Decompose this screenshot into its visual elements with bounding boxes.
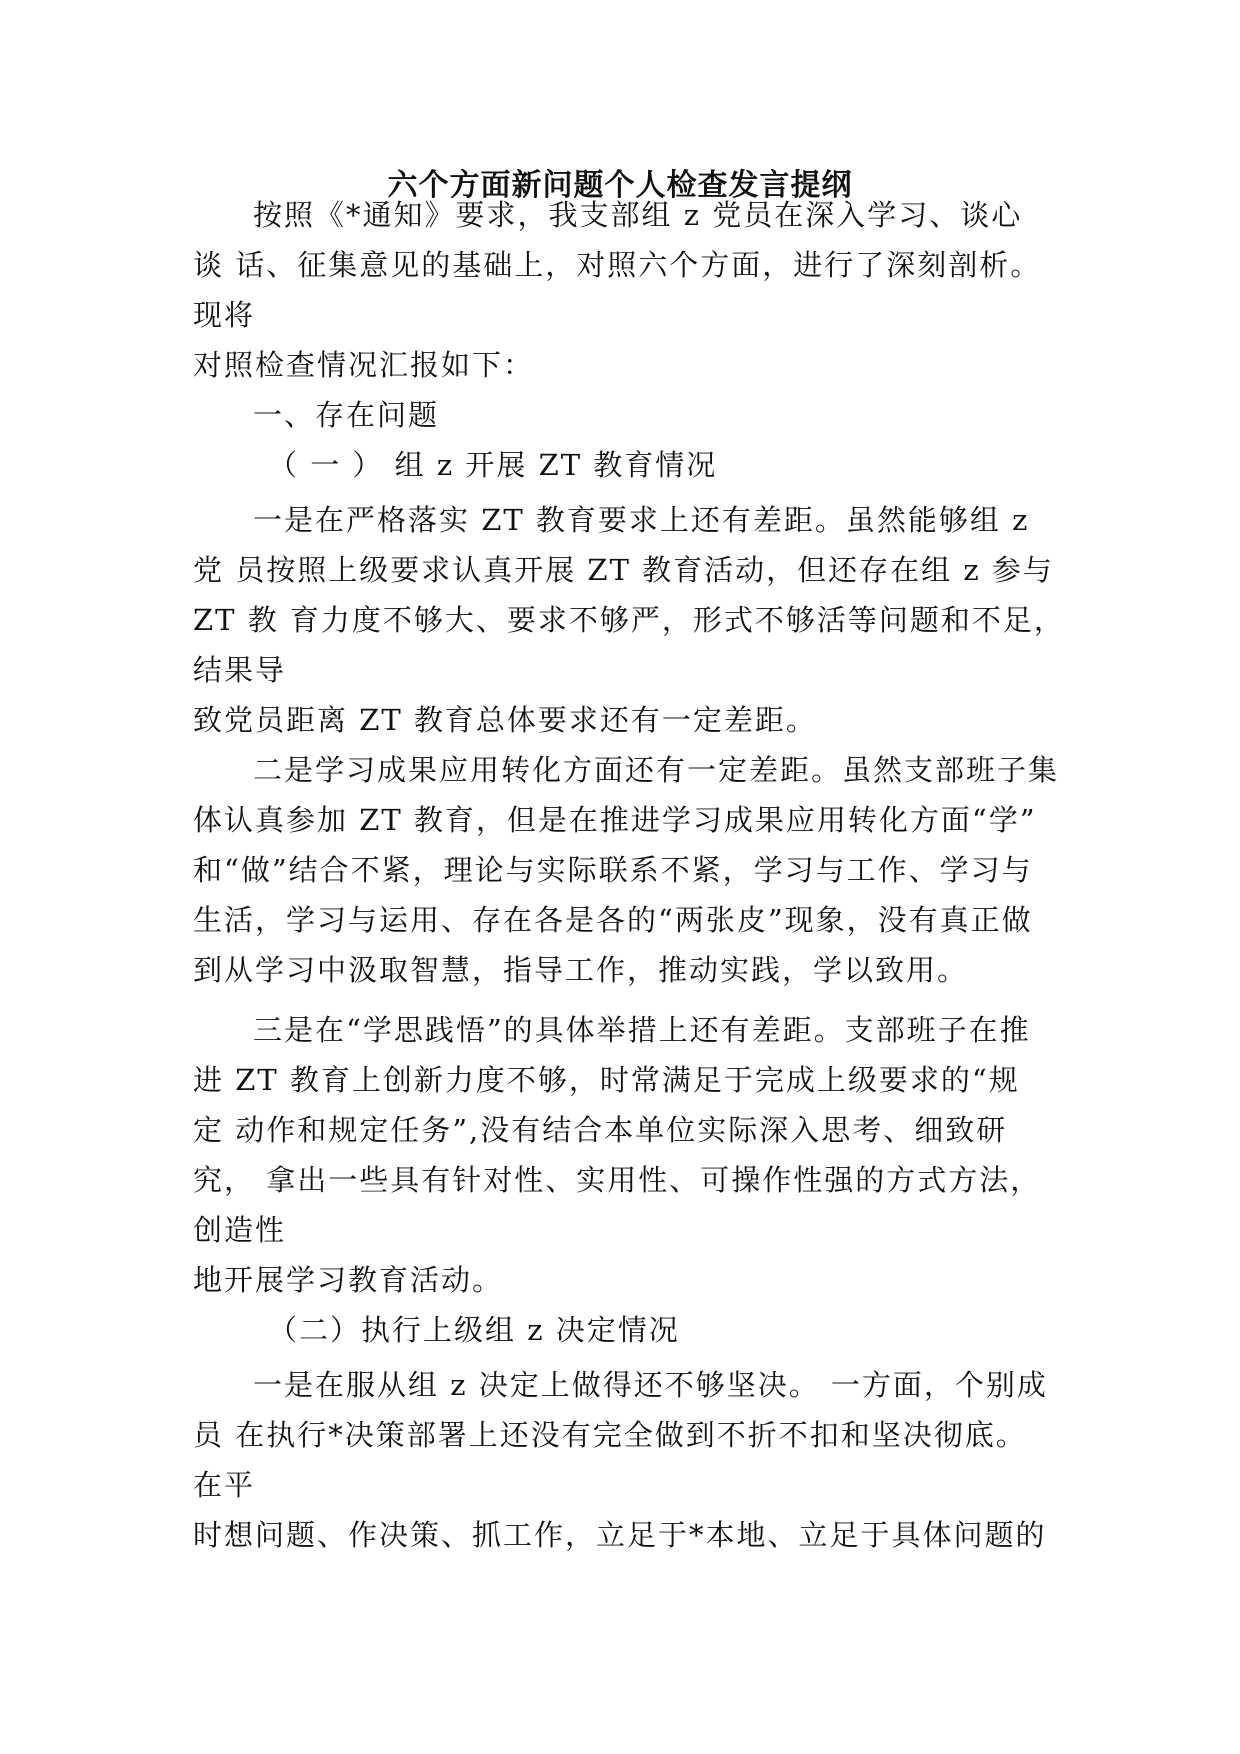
- paragraph-line: 时想问题、作决策、抓工作，立足于*本地、立足于具体问题的: [193, 1518, 1047, 1552]
- paragraph-line: 到从学习中汲取智慧，指导工作，推动实践，学以致用。: [193, 953, 969, 987]
- paragraph-line: 员 在执行*决策部署上还没有完全做到不折不扣和坚决彻底。: [193, 1418, 1027, 1452]
- paragraph-line: 创造性: [193, 1213, 287, 1247]
- paragraph-line: 究， 拿出一些具有针对性、实用性、可操作性强的方式方法，: [193, 1163, 1042, 1197]
- paragraph-line: 现将: [193, 298, 256, 332]
- paragraph-line: 一是在严格落实 ZT 教育要求上还有差距。虽然能够组 z: [253, 503, 1030, 537]
- paragraph-line: 谈 话、征集意见的基础上，对照六个方面，进行了深刻剖析。: [193, 248, 1042, 282]
- paragraph-line: 进 ZT 教育上创新力度不够，时常满足于完成上级要求的“规: [193, 1063, 1020, 1097]
- paragraph-line: 生活，学习与运用、存在各是各的“两张皮”现象，没有真正做: [193, 903, 1033, 937]
- paragraph-line: 对照检查情况汇报如下：: [193, 348, 535, 382]
- paragraph-line: 二是学习成果应用转化方面还有一定差距。虽然支部班子集: [253, 753, 1060, 787]
- paragraph-line: 致党员距离 ZT 教育总体要求还有一定差距。: [193, 703, 817, 737]
- paragraph-line: ZT 教 育力度不够大、要求不够严，形式不够活等问题和不足，: [193, 603, 1065, 637]
- paragraph-line: 一是在服从组 z 决定上做得还不够坚决。 一方面，个别成: [253, 1368, 1048, 1402]
- paragraph-line: 地开展学习教育活动。: [193, 1263, 504, 1297]
- paragraph-line: 党 员按照上级要求认真开展 ZT 教育活动，但还存在组 z 参与: [193, 553, 1054, 587]
- section-heading: 一、存在问题: [253, 398, 440, 432]
- document-title: 六个方面新问题个人检查发言提纲: [387, 168, 853, 203]
- paragraph-line: 按照《*通知》要求，我支部组 z 党员在深入学习、谈心: [253, 198, 1023, 232]
- paragraph-line: 在平: [193, 1468, 256, 1502]
- paragraph-line: 结果导: [193, 653, 287, 687]
- paragraph-line: 和“做”结合不紧，理论与实际联系不紧，学习与工作、学习与: [193, 853, 1033, 887]
- subsection-heading: （二）执行上级组 z 决定情况: [268, 1313, 680, 1347]
- paragraph-line: 三是在“学思践悟”的具体举措上还有差距。支部班子在推: [253, 1013, 1031, 1047]
- paragraph-line: 定 动作和规定任务”,没有结合本单位实际深入思考、细致研: [193, 1113, 1008, 1147]
- subsection-heading: （ 一 ） 组 z 开展 ZT 教育情况: [268, 448, 718, 482]
- paragraph-line: 体认真参加 ZT 教育，但是在推进学习成果应用转化方面“学”: [193, 803, 1037, 837]
